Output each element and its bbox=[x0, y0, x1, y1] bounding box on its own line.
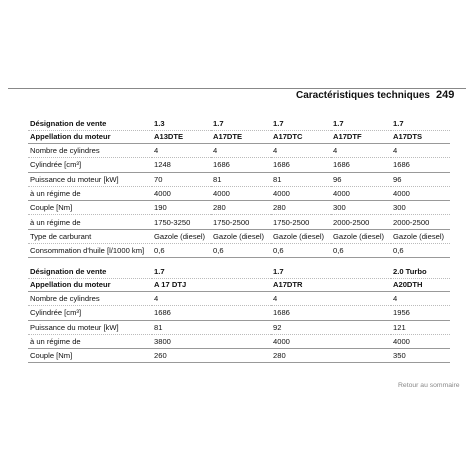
table-cell: Gazole (diesel) bbox=[271, 229, 331, 243]
table-cell: 0,6 bbox=[391, 244, 450, 258]
table-cell: 1.7 bbox=[391, 117, 450, 130]
table-cell: 81 bbox=[152, 320, 271, 334]
table-row bbox=[28, 215, 450, 229]
table-cell: 280 bbox=[211, 201, 271, 215]
table-cell: 300 bbox=[391, 201, 450, 215]
table-row bbox=[28, 334, 450, 348]
table-cell: 4000 bbox=[271, 186, 331, 200]
row-label: Couple [Nm] bbox=[28, 201, 152, 215]
table-cell: 1686 bbox=[391, 158, 450, 172]
row-label: Cylindrée [cm³] bbox=[28, 158, 152, 172]
table-row bbox=[28, 158, 450, 172]
table-cell: 4 bbox=[152, 144, 211, 158]
back-to-contents-link[interactable]: Retour au sommaire bbox=[398, 382, 460, 389]
table-cell: Gazole (diesel) bbox=[211, 229, 271, 243]
table-cell: 1750-2500 bbox=[211, 215, 271, 229]
table-cell: 4 bbox=[391, 292, 450, 306]
row-label: Désignation de vente bbox=[28, 117, 152, 130]
table-cell: 1248 bbox=[152, 158, 211, 172]
table-cell: 1750-2500 bbox=[271, 215, 331, 229]
table-cell: 70 bbox=[152, 172, 211, 186]
table-cell: A 17 DTJ bbox=[152, 278, 271, 292]
engine-spec-table-a-body bbox=[28, 117, 450, 258]
header-row bbox=[28, 117, 450, 130]
table-cell: A20DTH bbox=[391, 278, 450, 292]
table-row bbox=[28, 349, 450, 363]
row-label: à un régime de bbox=[28, 334, 152, 348]
row-label: Cylindrée [cm³] bbox=[28, 306, 152, 320]
table-cell: 0,6 bbox=[152, 244, 211, 258]
table-cell: 2000-2500 bbox=[391, 215, 450, 229]
table-row bbox=[28, 320, 450, 334]
table-cell: 1956 bbox=[391, 306, 450, 320]
table-cell: 121 bbox=[391, 320, 450, 334]
table-cell: A13DTE bbox=[152, 130, 211, 144]
table-row bbox=[28, 229, 450, 243]
table-cell: 4 bbox=[271, 292, 391, 306]
table-cell: 0,6 bbox=[271, 244, 331, 258]
table-cell: 4000 bbox=[391, 186, 450, 200]
table-cell: Gazole (diesel) bbox=[331, 229, 391, 243]
table-cell: 1750-3250 bbox=[152, 215, 211, 229]
table-cell: 4 bbox=[331, 144, 391, 158]
table-cell: 4000 bbox=[211, 186, 271, 200]
row-label: Appellation du moteur bbox=[28, 278, 152, 292]
table-cell: 1686 bbox=[331, 158, 391, 172]
table-row bbox=[28, 186, 450, 200]
row-label: Nombre de cylindres bbox=[28, 144, 152, 158]
table-row bbox=[28, 144, 450, 158]
table-cell: A17DTF bbox=[331, 130, 391, 144]
table-row bbox=[28, 292, 450, 306]
table-cell: 1686 bbox=[152, 306, 271, 320]
row-label: Couple [Nm] bbox=[28, 349, 152, 363]
engine-spec-table-a bbox=[28, 117, 450, 258]
table-cell: 260 bbox=[152, 349, 271, 363]
table-row bbox=[28, 244, 450, 258]
row-label: Puissance du moteur [kW] bbox=[28, 172, 152, 186]
header-row bbox=[28, 265, 450, 278]
table-cell: 4 bbox=[152, 292, 271, 306]
table-cell: 1.7 bbox=[152, 265, 271, 278]
table-cell: 1686 bbox=[271, 306, 391, 320]
table-cell: 1.7 bbox=[331, 117, 391, 130]
table-cell: Gazole (diesel) bbox=[152, 229, 211, 243]
row-label: Consommation d'huile [l/1000 km] bbox=[28, 244, 152, 258]
table-cell: 4000 bbox=[152, 186, 211, 200]
page-number: 249 bbox=[436, 89, 455, 101]
page-title: Caractéristiques techniques bbox=[296, 90, 430, 101]
row-label: Puissance du moteur [kW] bbox=[28, 320, 152, 334]
engine-spec-table-b-body bbox=[28, 265, 450, 363]
row-label: Appellation du moteur bbox=[28, 130, 152, 144]
table-row bbox=[28, 201, 450, 215]
table-cell: A17DTE bbox=[211, 130, 271, 144]
table-cell: 92 bbox=[271, 320, 391, 334]
header-row bbox=[28, 278, 450, 292]
table-cell: 4 bbox=[271, 144, 331, 158]
table-cell: 300 bbox=[331, 201, 391, 215]
header-rule bbox=[8, 88, 466, 89]
table-row bbox=[28, 172, 450, 186]
table-cell: 3800 bbox=[152, 334, 271, 348]
row-label: Nombre de cylindres bbox=[28, 292, 152, 306]
table-cell: 81 bbox=[211, 172, 271, 186]
table-cell: 96 bbox=[391, 172, 450, 186]
row-label: à un régime de bbox=[28, 215, 152, 229]
engine-spec-table-b bbox=[28, 265, 450, 363]
table-cell: 81 bbox=[271, 172, 331, 186]
table-cell: 280 bbox=[271, 201, 331, 215]
table-cell: 1686 bbox=[271, 158, 331, 172]
table-cell: 1.3 bbox=[152, 117, 211, 130]
table-cell: 4000 bbox=[271, 334, 391, 348]
table-cell: 4000 bbox=[331, 186, 391, 200]
table-row bbox=[28, 306, 450, 320]
row-label: Type de carburant bbox=[28, 229, 152, 243]
table-cell: 1686 bbox=[211, 158, 271, 172]
table-cell: 190 bbox=[152, 201, 211, 215]
table-cell: 1.7 bbox=[271, 265, 391, 278]
table-cell: 96 bbox=[331, 172, 391, 186]
table-cell: A17DTC bbox=[271, 130, 331, 144]
table-cell: 280 bbox=[271, 349, 391, 363]
header-row bbox=[28, 130, 450, 144]
table-cell: A17DTS bbox=[391, 130, 450, 144]
table-cell: A17DTR bbox=[271, 278, 391, 292]
table-cell: 1.7 bbox=[271, 117, 331, 130]
table-cell: 2.0 Turbo bbox=[391, 265, 450, 278]
table-cell: 0,6 bbox=[211, 244, 271, 258]
table-cell: 2000-2500 bbox=[331, 215, 391, 229]
row-label: Désignation de vente bbox=[28, 265, 152, 278]
table-cell: 350 bbox=[391, 349, 450, 363]
table-cell: Gazole (diesel) bbox=[391, 229, 450, 243]
table-cell: 1.7 bbox=[211, 117, 271, 130]
table-cell: 4 bbox=[211, 144, 271, 158]
table-cell: 4000 bbox=[391, 334, 450, 348]
table-cell: 0,6 bbox=[331, 244, 391, 258]
table-cell: 4 bbox=[391, 144, 450, 158]
row-label: à un régime de bbox=[28, 186, 152, 200]
